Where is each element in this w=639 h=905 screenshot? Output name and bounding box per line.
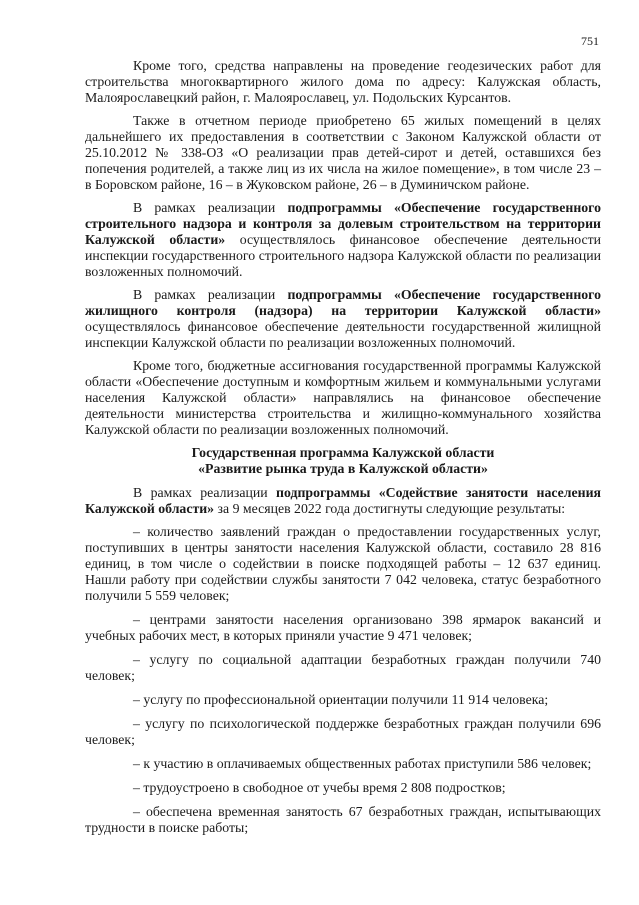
section-heading-line-1: Государственная программа Калужской области [191,445,495,460]
result-item: – услугу по социальной адаптации безработных граждан получили 740 человек; [85,652,601,683]
result-item: – услугу по профессиональной ориентации получили 11 914 человека; [133,692,549,707]
paragraph-employment-intro [85,485,601,517]
result-item: – к участию в оплачиваемых общественных работах приступили 586 человек; [133,756,592,771]
result-item: – количество заявлений граждан о предоставлении государственных услуг, поступивших в центры занятости населения Калужской области, составило 28 816 единиц, в том числе о содействии в поиске подходящей работы – 12 637 единиц. Нашли работу при содействии службы занятости 7 042 человека, статус безработного получили 5 559 человек; [85,524,601,603]
result-item: – обеспечена временная занятость 67 безработных граждан, испытывающих трудности в поиске работы; [85,804,601,835]
paragraph-housing-purchase: Также в отчетном периоде приобретено 65 жилых помещений в целях дальнейшего их предоставления в соответствии с Законом Калужской области от 25.10.2012 № 338-ОЗ «О реализации прав детей-сирот и детей, оставшихся без попечения родителей, а также лиц из их числа на жилое помещение», в том числе 23 – в Боровском районе, 16 – в Жуковском районе, 26 – в Думиничском районе. [85,113,601,192]
result-item: – услугу по психологической поддержке безработных граждан получили 696 человек; [85,716,601,747]
paragraph-geodesic-works: Кроме того, средства направлены на проведение геодезических работ для строительства многоквартирного жилого дома по адресу: Калужская область, Малоярославецкий район, г. Малоярославец, ул. Подольских Курсантов. [85,58,601,105]
paragraph-lead-text: В рамках реализации [133,200,288,215]
subprogram-title-bold: подпрограммы «Содействие занятости населения Калужской области» [85,485,602,516]
subprogram-title-bold: подпрограммы «Обеспечение государственного жилищного контроля (надзора) на территории Калужской области» [85,287,602,318]
paragraph-lead-text: В рамках реализации [133,485,277,500]
page-number: 751 [581,34,599,48]
subprogram-title-bold: подпрограммы «Обеспечение государственного строительного надзора и контроля за долевым строительством на территории Калужской области» [85,200,602,247]
section-heading [85,445,601,477]
result-item: – трудоустроено в свободное от учебы время 2 808 подростков; [133,780,506,795]
paragraph-budget-allocations: Кроме того, бюджетные ассигнования государственной программы Калужской области «Обеспечение доступным и комфортным жильем и коммунальными услугами населения Калужской области» направлялись на финансовое обеспечение деятельности министерства строительства и жилищно-коммунального хозяйства Калужской области по реализации возложенных полномочий. [85,358,601,437]
result-item: – центрами занятости населения организовано 398 ярмарок вакансий и учебных рабочих мест, в которых приняли участие 9 471 человек; [85,612,601,643]
paragraph-tail-text: за 9 месяцев 2022 года достигнуты следующие результаты: [214,501,566,516]
paragraph-tail-text: осуществлялось финансовое обеспечение деятельности государственной жилищной инспекции Калужской области по реализации возложенных полномочий. [85,319,601,350]
paragraph-housing-control [85,287,601,351]
section-heading-line-2: «Развитие рынка труда в Калужской области» [198,461,488,476]
paragraph-lead-text: В рамках реализации [133,287,288,302]
document-body [85,58,601,844]
paragraph-tail-text: осуществлялось финансовое обеспечение деятельности инспекции государственного строительного надзора Калужской области по реализации возложенных полномочий. [85,232,601,279]
paragraph-construction-supervision [85,200,601,280]
